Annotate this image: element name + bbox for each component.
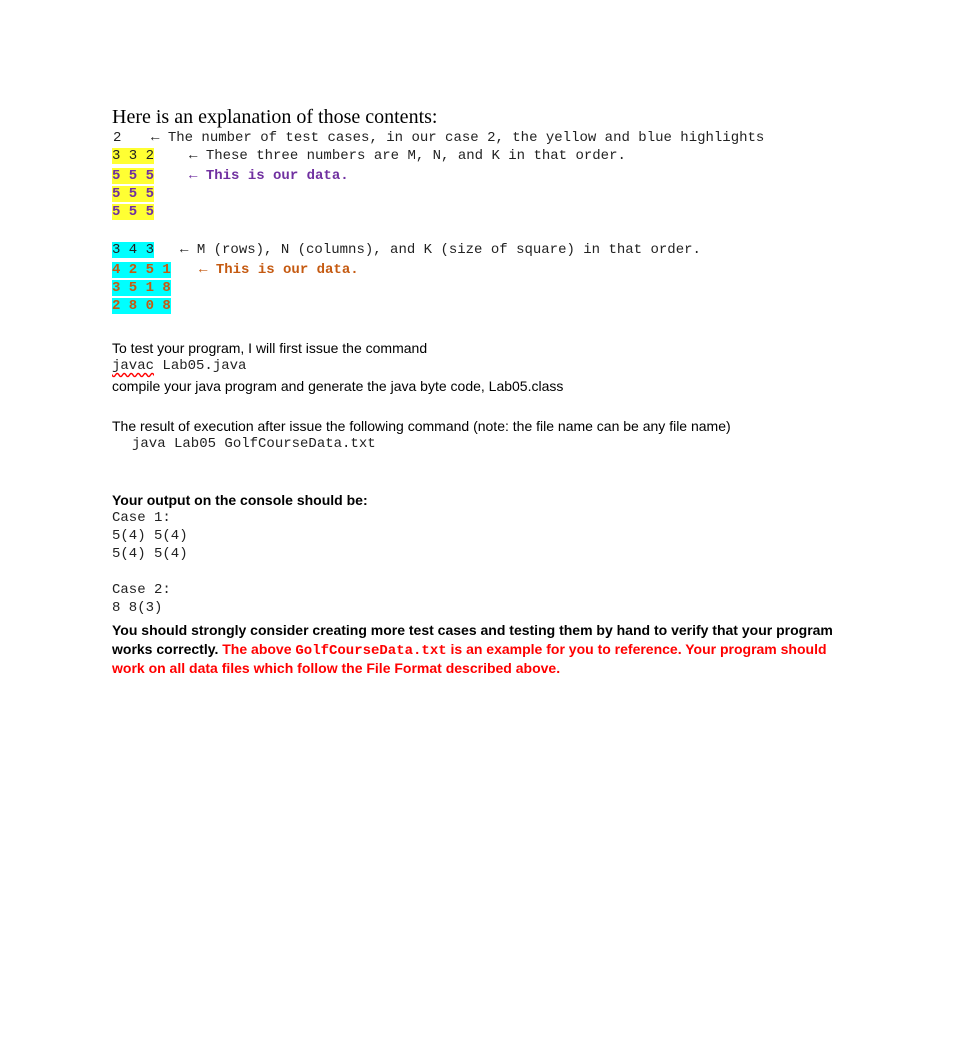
left-arrow-icon: ←: [189, 148, 198, 164]
case2-data-row: 3 5 1 8: [112, 280, 171, 296]
test-case-count-note: ← The number of test cases, in our case 2, the yellow and blue highlights: [151, 130, 765, 146]
case2-header-note: ← M (rows), N (columns), and K (size of square) in that order.: [180, 242, 701, 258]
output-case-label: Case 2:: [112, 582, 171, 598]
case1-header-note: ← These three numbers are M, N, and K in that order.: [189, 148, 626, 164]
section-heading: Here is an explanation of those contents:: [112, 106, 438, 128]
compile-command: javac Lab05.java: [112, 358, 247, 374]
case1-data-row: 5 5 5: [112, 204, 155, 220]
output-line: 5(4) 5(4): [112, 546, 188, 562]
case2-data-row: 2 8 0 8: [112, 298, 171, 314]
advice-line: work on all data files which follow the File Format described above.: [112, 660, 561, 676]
output-case-label: Case 1:: [112, 510, 171, 526]
case1-header-values: 3 3 2: [112, 148, 155, 164]
file-name-code: GolfCourseData.txt: [295, 643, 447, 659]
case2-data-row: 4 2 5 1: [112, 262, 171, 278]
left-arrow-icon: ←: [151, 130, 160, 146]
case1-data-row: 5 5 5: [112, 168, 155, 184]
output-line: 5(4) 5(4): [112, 528, 188, 544]
output-title: Your output on the console should be:: [112, 492, 368, 508]
output-line: 8 8(3): [112, 600, 163, 616]
case2-header-values: 3 4 3: [112, 242, 155, 258]
left-arrow-icon: ←: [199, 262, 208, 278]
advice-line: You should strongly consider creating more test cases and testing them by hand to verify that your program: [112, 622, 833, 638]
left-arrow-icon: ←: [189, 168, 198, 184]
compile-description: compile your java program and generate the java byte code, Lab05.class: [112, 378, 564, 394]
left-arrow-icon: ←: [180, 242, 189, 258]
case1-data-row: 5 5 5: [112, 186, 155, 202]
case2-data-note: ← This is our data.: [199, 262, 359, 278]
advice-line: works correctly. The above GolfCourseData.txt is an example for you to reference. Your program should: [112, 641, 827, 659]
compile-intro: To test your program, I will first issue the command: [112, 340, 428, 356]
execute-intro: The result of execution after issue the following command (note: the file name can be any file name): [112, 418, 731, 434]
spellcheck-word: javac: [112, 358, 155, 374]
execute-command: java Lab05 GolfCourseData.txt: [132, 436, 376, 452]
test-case-count: 2: [113, 130, 122, 146]
case1-data-note: ← This is our data.: [189, 168, 349, 184]
